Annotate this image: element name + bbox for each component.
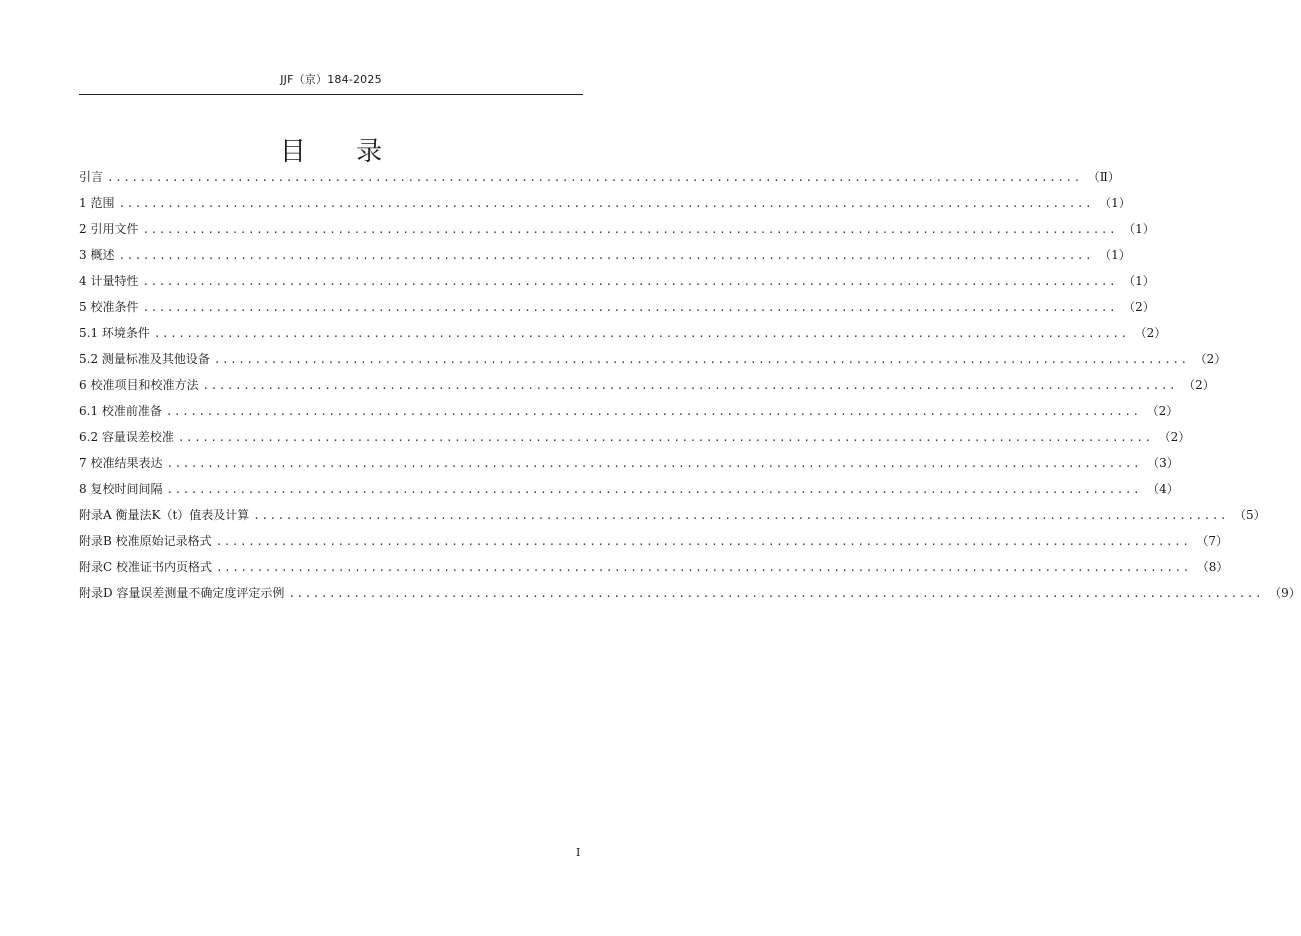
toc-dot-leader: ........................................................................................................................	[213, 352, 1189, 366]
toc-dot-leader: ........................................................................................................................	[142, 300, 1118, 314]
toc-entry-page: （1）	[1123, 273, 1155, 288]
toc-dot-leader: ........................................................................................................................	[216, 560, 1191, 574]
toc-entry-volume-error-calibration[interactable]	[79, 423, 1191, 449]
toc-dot-leader: ........................................................................................................................	[166, 456, 1142, 470]
toc-entry-foreword[interactable]	[79, 163, 1120, 189]
toc-entry-label: 1 范围	[79, 195, 115, 210]
toc-entry-page: （2）	[1194, 351, 1227, 366]
toc-dot-leader: ........................................................................................................................	[288, 586, 1264, 600]
toc-dot-leader: ........................................................................................................................	[253, 508, 1228, 522]
toc-entry-page: （Ⅱ）	[1087, 169, 1120, 184]
toc-entry-label: 5 校准条件	[79, 299, 139, 314]
toc-dot-leader: ........................................................................................................................	[165, 404, 1141, 418]
toc-entry-page: （9）	[1269, 585, 1301, 600]
toc-entry-page: （2）	[1158, 429, 1191, 444]
toc-entry-page: （1）	[1099, 247, 1131, 262]
toc-entry-page: （1）	[1099, 195, 1131, 210]
toc-entry-page: （4）	[1147, 481, 1179, 496]
toc-entry-pre-calibration[interactable]	[79, 397, 1179, 423]
toc-dot-leader: ........................................................................................................................	[215, 534, 1191, 548]
toc-entry-label: 3 概述	[79, 247, 115, 262]
toc-entry-appendix-a[interactable]	[79, 501, 1266, 527]
table-of-contents	[79, 163, 1301, 605]
page-number: I	[576, 846, 581, 859]
toc-dot-leader: ........................................................................................................................	[153, 326, 1129, 340]
toc-entry-label: 引言	[79, 169, 104, 184]
toc-dot-leader: ........................................................................................................................	[107, 170, 1082, 184]
toc-entry-references[interactable]	[79, 215, 1155, 241]
toc-entry-label: 附录B 校准原始记录格式	[79, 533, 212, 548]
toc-entry-scope[interactable]	[79, 189, 1131, 215]
toc-entry-label: 4 计量特性	[79, 273, 139, 288]
header-divider	[79, 94, 583, 95]
toc-entry-page: （3）	[1147, 455, 1179, 470]
toc-entry-label: 附录A 衡量法K（t）值表及计算	[79, 507, 250, 522]
toc-entry-page: （2）	[1123, 299, 1155, 314]
toc-entry-label: 2 引用文件	[79, 221, 139, 236]
toc-dot-leader: ........................................................................................................................	[177, 430, 1153, 444]
toc-dot-leader: ........................................................................................................................	[142, 274, 1118, 288]
toc-entry-label: 8 复校时间间隔	[79, 481, 163, 496]
toc-dot-leader: ........................................................................................................................	[202, 378, 1178, 392]
toc-entry-label: 7 校准结果表达	[79, 455, 163, 470]
toc-entry-label: 5.1 环境条件	[79, 325, 150, 340]
toc-dot-leader: ........................................................................................................................	[118, 248, 1094, 262]
toc-dot-leader: ........................................................................................................................	[166, 482, 1142, 496]
toc-entry-calibration-items-methods[interactable]	[79, 371, 1215, 397]
toc-entry-measurement-standards[interactable]	[79, 345, 1227, 371]
toc-entry-overview[interactable]	[79, 241, 1131, 267]
toc-title: 目 录	[279, 137, 383, 167]
toc-entry-page: （2）	[1183, 377, 1215, 392]
toc-entry-appendix-b[interactable]	[79, 527, 1228, 553]
toc-entry-environmental-conditions[interactable]	[79, 319, 1167, 345]
toc-entry-page: （7）	[1196, 533, 1228, 548]
document-code-header: JJF（京）184-2025	[280, 73, 382, 86]
toc-entry-result-expression[interactable]	[79, 449, 1179, 475]
toc-entry-label: 6 校准项目和校准方法	[79, 377, 199, 392]
toc-entry-calibration-conditions[interactable]	[79, 293, 1155, 319]
toc-entry-appendix-d[interactable]	[79, 579, 1301, 605]
toc-entry-page: （1）	[1123, 221, 1155, 236]
toc-entry-label: 附录C 校准证书内页格式	[79, 559, 212, 574]
toc-entry-label: 6.1 校准前准备	[79, 403, 162, 418]
toc-entry-page: （8）	[1196, 559, 1229, 574]
toc-dot-leader: ........................................................................................................................	[118, 196, 1094, 210]
toc-entry-page: （5）	[1234, 507, 1266, 522]
toc-entry-recalibration-interval[interactable]	[79, 475, 1179, 501]
toc-entry-label: 5.2 测量标准及其他设备	[79, 351, 210, 366]
toc-entry-page: （2）	[1146, 403, 1179, 418]
toc-entry-label: 附录D 容量误差测量不确定度评定示例	[79, 585, 285, 600]
toc-entry-label: 6.2 容量误差校准	[79, 429, 174, 444]
toc-entry-page: （2）	[1134, 325, 1167, 340]
toc-entry-metrological-characteristics[interactable]	[79, 267, 1155, 293]
toc-dot-leader: ........................................................................................................................	[142, 222, 1118, 236]
toc-entry-appendix-c[interactable]	[79, 553, 1229, 579]
